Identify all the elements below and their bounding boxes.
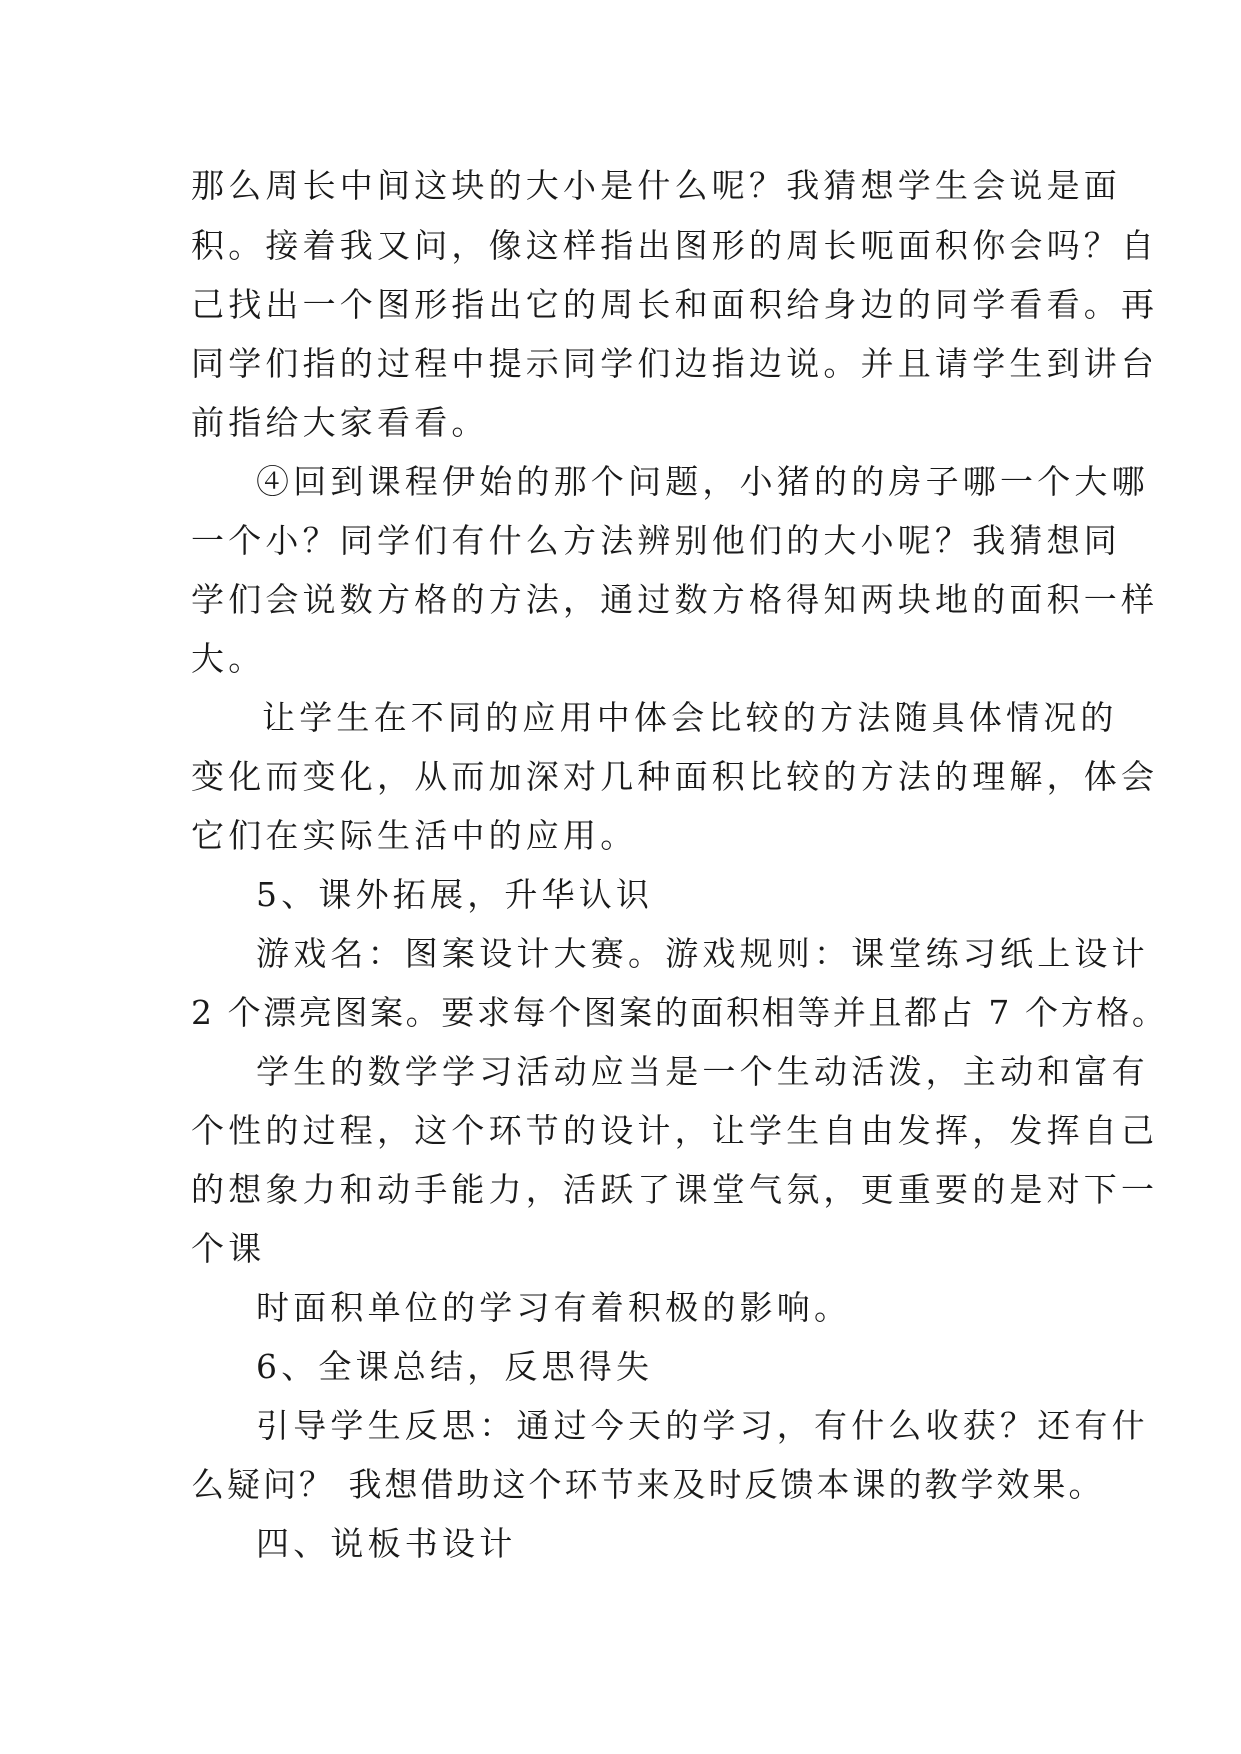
text-line: 前指给大家看看。 <box>191 403 489 442</box>
text-line: 么疑问？ 我想借助这个环节来及时反馈本课的教学效果。 <box>191 1465 1105 1504</box>
text-line: 学生的数学学习活动应当是一个生动活泼，主动和富有 <box>256 1052 1149 1091</box>
section-heading: 6、全课总结，反思得失 <box>256 1347 654 1386</box>
text-line: 一个小？同学们有什么方法辨别他们的大小呢？我猜想同 <box>191 521 1121 560</box>
text-line: 让学生在不同的应用中体会比较的方法随具体情况的 <box>262 698 1118 737</box>
text-line: 积。接着我又问，像这样指出图形的周长呃面积你会吗？自 <box>191 226 1159 265</box>
text-line: 时面积单位的学习有着积极的影响。 <box>256 1288 852 1327</box>
text-line: 变化而变化，从而加深对几种面积比较的方法的理解，体会 <box>191 757 1159 796</box>
text-line: 己找出一个图形指出它的周长和面积给身边的同学看看。再 <box>191 285 1159 324</box>
text-line: ④回到课程伊始的那个问题，小猪的的房子哪一个大哪 <box>256 462 1149 501</box>
text-line: 游戏名：图案设计大赛。游戏规则：课堂练习纸上设计 <box>256 934 1149 973</box>
text-line: 个性的过程，这个环节的设计，让学生自由发挥，发挥自己 <box>191 1111 1159 1150</box>
text-line: 那么周长中间这块的大小是什么呢？我猜想学生会说是面 <box>191 166 1121 205</box>
text-line: 引导学生反思：通过今天的学习，有什么收获？还有什 <box>256 1406 1149 1445</box>
text-line: 同学们指的过程中提示同学们边指边说。并且请学生到讲台 <box>191 344 1159 383</box>
text-line: 学们会说数方格的方法，通过数方格得知两块地的面积一样 <box>191 580 1159 619</box>
text-line: 个课 <box>191 1229 266 1268</box>
text-line: 它们在实际生活中的应用。 <box>191 816 638 855</box>
text-line: 的想象力和动手能力，活跃了课堂气氛，更重要的是对下一 <box>191 1170 1159 1209</box>
section-heading: 四、说板书设计 <box>256 1524 517 1563</box>
section-heading: 5、课外拓展，升华认识 <box>256 875 654 914</box>
text-line: 2 个漂亮图案。要求每个图案的面积相等并且都占 7 个方格。 <box>191 993 1168 1032</box>
text-line: 大。 <box>191 639 266 678</box>
